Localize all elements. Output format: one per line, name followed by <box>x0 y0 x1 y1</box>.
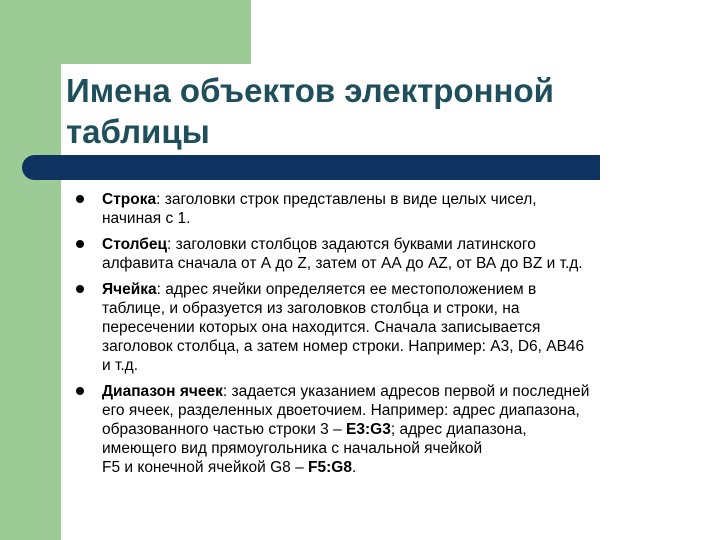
bullet-line: таблице, и образуется из заголовков столбца и строки, на <box>102 300 520 317</box>
bullet-line <box>102 420 670 439</box>
slide-title-line-1: Имена объектов электронной <box>66 72 554 109</box>
term-range: Диапазон ячеек <box>102 383 223 400</box>
title-divider-bar <box>22 155 600 180</box>
bullet-item-row <box>76 190 670 228</box>
bullet-text: : заголовки строк представлены в виде целых чисел, <box>156 191 537 208</box>
bullet-line: заголовок столбца, а затем номер строки. Например: А3, D6, АВ46 <box>102 338 585 355</box>
bullet-line: и т.д. <box>102 357 139 374</box>
bullet-dot-icon <box>76 240 84 248</box>
bullet-line: алфавита сначала от А до Z, затем от АА до AZ, от ВА до BZ и т.д. <box>102 255 583 272</box>
left-green-stripe <box>0 0 61 540</box>
bullet-dot-icon <box>76 285 84 293</box>
bullet-dot-icon <box>76 387 84 395</box>
bullet-line: имеющего вид прямоугольника с начальной ячейкой <box>102 440 483 457</box>
bullet-text: F5 и конечной ячейкой G8 – <box>102 459 309 476</box>
slide-title <box>66 70 666 152</box>
bullet-line <box>102 280 670 299</box>
bullet-line <box>102 190 670 209</box>
bullet-line <box>102 382 670 401</box>
bullet-list <box>76 190 670 484</box>
bullet-text: : задается указанием адресов первой и последней <box>222 383 590 400</box>
bullet-text: : адрес ячейки определяется ее местоположением в <box>156 281 537 298</box>
bullet-text: ; адрес диапазона, <box>390 421 527 438</box>
bullet-line <box>102 235 670 254</box>
bullet-text: . <box>351 459 357 476</box>
bullet-line: пересечении которых она находится. Сначала записывается <box>102 319 541 336</box>
range-example-rect: F5:G8 <box>308 459 352 476</box>
bullet-item-cell <box>76 280 670 375</box>
bullet-line: его ячеек, разделенных двоеточием. Например: адрес диапазона, <box>102 402 580 419</box>
range-example-row: Е3:G3 <box>346 421 391 438</box>
bullet-dot-icon <box>76 195 84 203</box>
bullet-line <box>102 458 670 477</box>
top-green-block <box>61 0 251 64</box>
term-column: Столбец <box>102 236 168 253</box>
term-row: Строка <box>102 191 157 208</box>
bullet-item-column <box>76 235 670 273</box>
slide-title-line-2: таблицы <box>66 113 210 150</box>
bullet-line: начиная с 1. <box>102 210 191 227</box>
term-cell: Ячейка <box>102 281 157 298</box>
bullet-item-range <box>76 382 670 477</box>
bullet-text: образованного частью строки 3 – <box>102 421 347 438</box>
bullet-text: : заголовки столбцов задаются буквами латинского <box>167 236 536 253</box>
